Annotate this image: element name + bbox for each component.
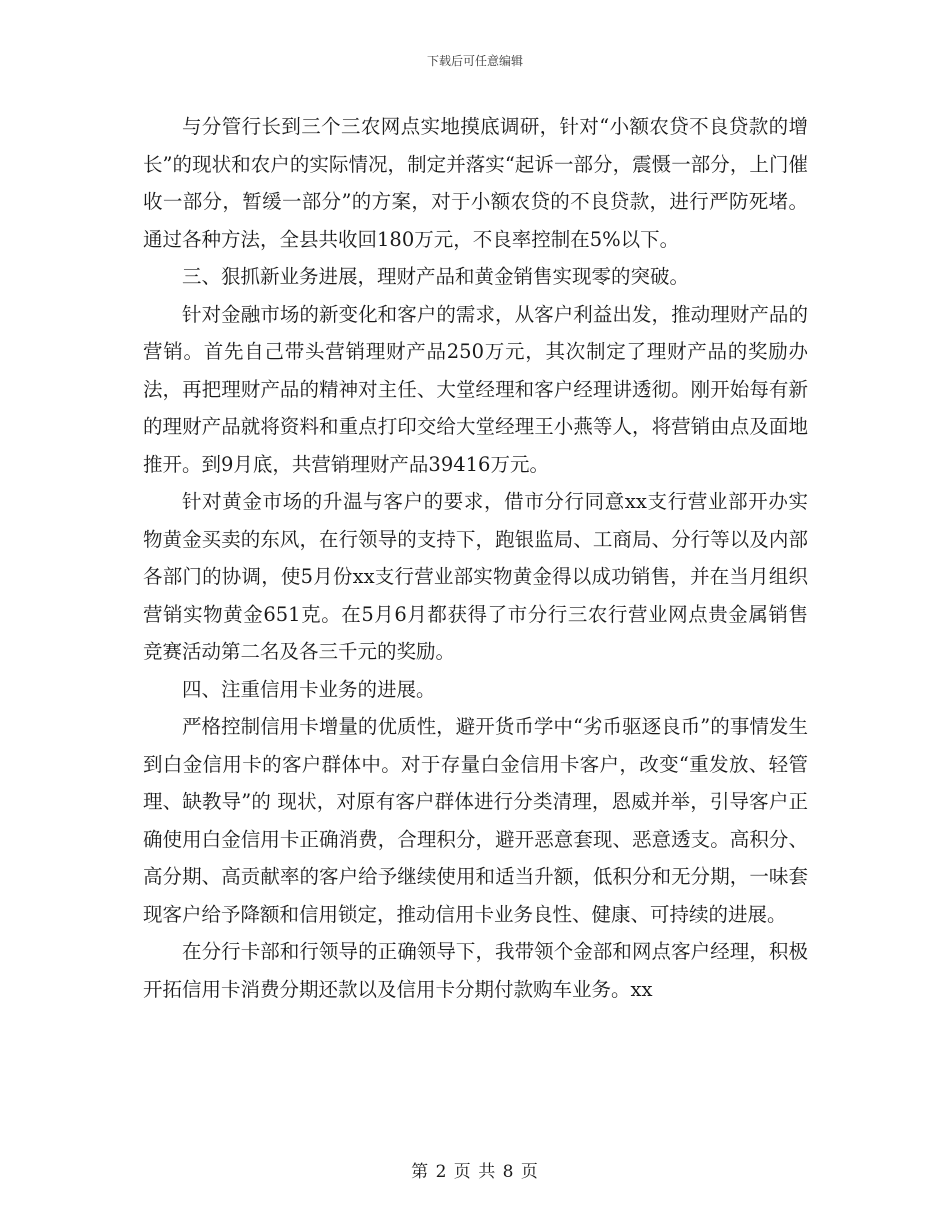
page-header: 下载后可任意编辑 xyxy=(426,54,523,68)
document-body xyxy=(143,108,808,1008)
paragraph: 严格控制信用卡增量的优质性，避开货币学中“劣币驱逐良币”的事情发生到白金信用卡的客户群体中。对于存量白金信用卡客户，改变“重发放、轻管理、缺教导”的 现状，对原有客户群体进行分类清理，恩威并举，引导客户正确使用白金信用卡正确消费，合理积分，避开恶意套现、恶意透支。高积分、高分期、高贡献率的客户给予继续使用和适当升额，低积分和无分期，一味套现客户给予降额和信用锁定，推动信用卡业务良性、健康、可持续的进展。 xyxy=(143,715,808,926)
paragraph: 与分管行长到三个三农网点实地摸底调研，针对“小额农贷不良贷款的增长”的现状和农户的实际情况，制定并落实“起诉一部分，震慑一部分，上门催收一部分，暂缓一部分”的方案，对于小额农贷的不良贷款，进行严防死堵。通过各种方法，全县共收回180万元，不良率控制在5%以下。 xyxy=(143,115,808,251)
paragraph: 针对黄金市场的升温与客户的要求，借市分行同意xx支行营业部开办实物黄金买卖的东风，在行领导的支持下，跑银监局、工商局、分行等以及内部各部门的协调，使5月份xx支行营业部实物黄金得以成功销售，并在当月组织营销实物黄金651克。在5月6月都获得了市分行三农行营业网点贵金属销售竞赛活动第二名及各三千元的奖励。 xyxy=(143,490,808,663)
paragraph: 在分行卡部和行领导的正确领导下，我带领个金部和网点客户经理，积极开拓信用卡消费分期还款以及信用卡分期付款购车业务。xx xyxy=(143,940,808,1001)
section-heading: 四、注重信用卡业务的进展。 xyxy=(182,677,436,701)
section-heading: 三、狠抓新业务进展，理财产品和黄金销售实现零的突破。 xyxy=(182,265,690,288)
paragraph: 针对金融市场的新变化和客户的需求，从客户利益出发，推动理财产品的营销。首先自己带头营销理财产品250万元，其次制定了理财产品的奖励办法，再把理财产品的精神对主任、大堂经理和客户经理讲透彻。刚开始每有新的理财产品就将资料和重点打印交给大堂经理王小燕等人，将营销由点及面地推开。到9月底，共营销理财产品39416万元。 xyxy=(143,302,808,476)
page-footer: 第 2 页 共 8 页 xyxy=(411,1162,539,1182)
